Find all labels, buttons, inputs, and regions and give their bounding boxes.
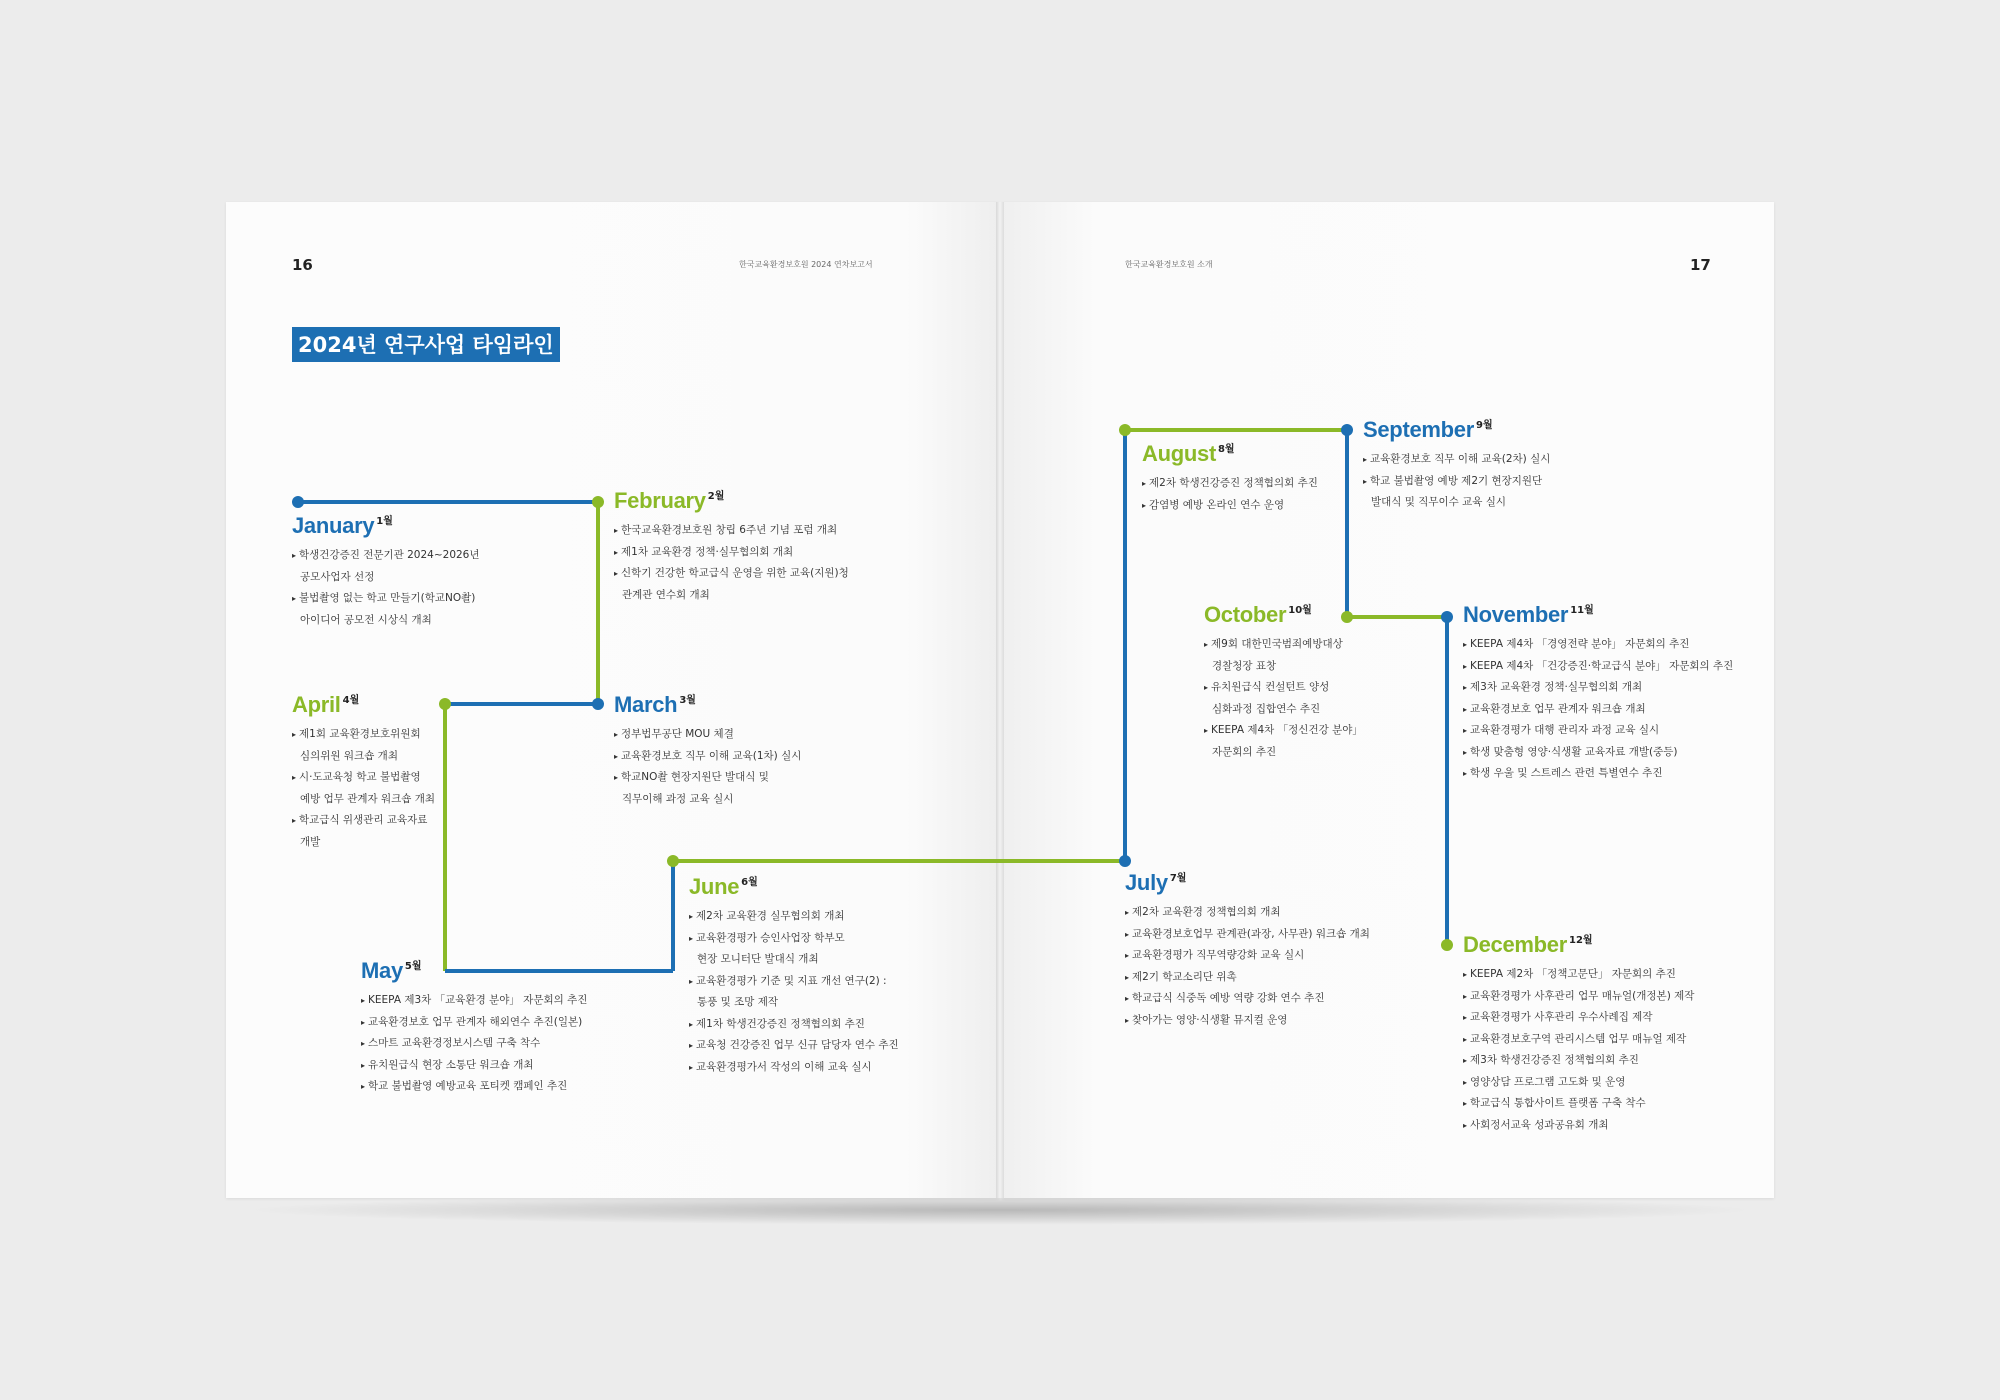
bullet-icon: ▸ <box>1204 726 1209 735</box>
event-item-continued: 심화과정 집합연수 추진 <box>1212 702 1321 715</box>
running-head-left: 한국교육환경보호원 2024 연차보고서 <box>739 260 873 269</box>
bullet-icon: ▸ <box>1463 1056 1468 1065</box>
month-july <box>1125 870 1370 1031</box>
month-name: April <box>292 692 341 717</box>
event-item-continued: 예방 업무 관계자 워크숍 개최 <box>300 792 436 805</box>
event-item: ▸ 학생건강증진 전문기관 2024~2026년 <box>292 549 480 561</box>
bullet-icon: ▸ <box>1125 994 1130 1003</box>
page-title: 2024년 연구사업 타임라인 <box>292 327 560 362</box>
event-item: ▸ 교육환경평가 기준 및 지표 개선 연구(2) : <box>689 974 887 987</box>
month-february <box>614 488 849 606</box>
event-item: ▸ 제2기 학교소리단 위촉 <box>1125 970 1237 983</box>
bullet-icon: ▸ <box>1463 704 1468 714</box>
event-list <box>614 520 849 606</box>
month-number: 1월 <box>376 516 393 527</box>
event-item: ▸ 유치원급식 컨설턴트 양성 <box>1204 681 1330 693</box>
event-list <box>1463 964 1694 1136</box>
bullet-icon: ▸ <box>1125 1015 1130 1025</box>
month-number: 12월 <box>1569 935 1593 946</box>
event-item: ▸ 한국교육환경보호원 창립 6주년 기념 포럼 개최 <box>614 524 838 536</box>
event-item: ▸ 학교급식 통합사이트 플랫폼 구축 착수 <box>1463 1097 1646 1109</box>
bullet-icon: ▸ <box>1463 769 1468 778</box>
month-name: October <box>1204 602 1287 627</box>
bullet-icon: ▸ <box>614 730 619 739</box>
event-item-continued: 통풍 및 조망 제작 <box>697 996 779 1008</box>
event-item: ▸ 학교 불법촬영 예방교육 포티켓 캠페인 추진 <box>361 1080 568 1092</box>
bullet-icon: ▸ <box>1463 1034 1468 1044</box>
bullet-icon: ▸ <box>292 551 297 560</box>
bullet-icon: ▸ <box>361 1082 366 1091</box>
event-item: ▸ 불법촬영 없는 학교 만들기(학교NO촬) <box>292 592 476 604</box>
bullet-icon: ▸ <box>1204 640 1209 649</box>
bullet-icon: ▸ <box>1125 972 1130 982</box>
month-november <box>1463 602 1733 785</box>
bullet-icon: ▸ <box>292 773 297 782</box>
bullet-icon: ▸ <box>1363 455 1368 464</box>
month-number: 11월 <box>1570 605 1594 616</box>
bullet-icon: ▸ <box>614 751 619 761</box>
month-name: July <box>1125 870 1168 895</box>
event-item: ▸ 교육환경보호 업무 관계자 해외연수 추진(일본) <box>361 1015 583 1028</box>
month-name: May <box>361 958 403 983</box>
event-item: ▸ 제1차 교육환경 정책·실무협의회 개최 <box>614 545 794 558</box>
bullet-icon: ▸ <box>689 1041 694 1050</box>
event-list <box>292 724 435 853</box>
month-number: 4월 <box>342 695 360 706</box>
event-item: ▸ 교육환경평가 사후관리 우수사례집 제작 <box>1463 1011 1653 1023</box>
month-september <box>1363 417 1550 514</box>
bullet-icon: ▸ <box>292 730 297 739</box>
month-number: 9월 <box>1476 420 1493 431</box>
bullet-icon: ▸ <box>689 912 694 921</box>
running-head-right: 한국교육환경보호원 소개 <box>1125 260 1213 269</box>
month-january <box>292 513 480 631</box>
node-december <box>1441 939 1453 951</box>
bullet-icon: ▸ <box>689 933 694 943</box>
event-item: ▸ 제1차 학생건강증진 정책협의회 추진 <box>689 1017 865 1030</box>
bullet-icon: ▸ <box>1463 1099 1468 1108</box>
month-number: 10월 <box>1288 605 1312 616</box>
bullet-icon: ▸ <box>361 1017 366 1027</box>
event-item: ▸ 교육청 건강증진 업무 신규 담당자 연수 추진 <box>689 1039 899 1051</box>
event-item: ▸ 시·도교육청 학교 불법촬영 <box>292 771 421 783</box>
event-list <box>292 545 480 631</box>
event-item: ▸ 교육환경평가 대행 관리자 과정 교육 실시 <box>1463 724 1660 736</box>
bullet-icon: ▸ <box>1125 951 1130 960</box>
month-name: November <box>1463 602 1569 627</box>
bullet-icon: ▸ <box>614 526 619 535</box>
event-item: ▸ 스마트 교육환경정보시스템 구축 착수 <box>361 1037 541 1049</box>
month-may <box>361 958 587 1098</box>
node-january <box>292 496 304 508</box>
bullet-icon: ▸ <box>1463 1077 1468 1087</box>
bullet-icon: ▸ <box>1463 1120 1468 1130</box>
event-list <box>1142 473 1318 516</box>
bullet-icon: ▸ <box>1463 661 1468 671</box>
event-item: ▸ 교육환경평가 직무역량강화 교육 실시 <box>1125 949 1305 961</box>
event-item: ▸ 교육환경보호 직무 이해 교육(2차) 실시 <box>1363 453 1551 465</box>
bullet-icon: ▸ <box>1463 726 1468 735</box>
bullet-icon: ▸ <box>292 816 297 825</box>
month-name: June <box>689 874 740 899</box>
bullet-icon: ▸ <box>689 1062 694 1072</box>
bullet-icon: ▸ <box>361 1039 366 1048</box>
event-item: ▸ 학생 우울 및 스트레스 관련 특별연수 추진 <box>1463 767 1663 779</box>
event-item-continued: 심의위원 워크숍 개최 <box>300 749 398 762</box>
event-item: ▸ 학생 맞춤형 영양·식생활 교육자료 개발(중등) <box>1463 745 1678 758</box>
event-list <box>1363 449 1550 514</box>
event-item: ▸ KEEPA 제4차 「건강증진·학교급식 분야」 자문회의 추진 <box>1463 659 1734 672</box>
node-september <box>1341 424 1353 436</box>
event-list <box>614 724 801 810</box>
bullet-icon: ▸ <box>1463 991 1468 1001</box>
event-item: ▸ 제1회 교육환경보호위원회 <box>292 728 421 740</box>
event-item: ▸ 학교급식 위생관리 교육자료 <box>292 814 428 826</box>
month-number: 6월 <box>741 877 758 888</box>
event-item: ▸ 교육환경보호 직무 이해 교육(1차) 실시 <box>614 749 802 762</box>
month-december <box>1463 932 1694 1136</box>
event-item-continued: 공모사업자 선정 <box>300 570 375 583</box>
node-march <box>592 698 604 710</box>
month-name: January <box>292 513 375 538</box>
node-november <box>1441 611 1453 623</box>
event-list <box>1204 634 1363 763</box>
month-number: 3월 <box>679 695 696 706</box>
event-item: ▸ 신학기 건강한 학교급식 운영을 위한 교육(지원)청 <box>614 567 849 579</box>
bullet-icon: ▸ <box>1463 1013 1468 1022</box>
event-list <box>1463 634 1733 785</box>
bullet-icon: ▸ <box>689 1019 694 1029</box>
event-item-continued: 관계관 연수회 개최 <box>622 588 710 601</box>
event-item: ▸ KEEPA 제2차 「정책고문단」 자문회의 추진 <box>1463 968 1676 980</box>
event-item: ▸ 제3차 교육환경 정책·실무협의회 개최 <box>1463 681 1643 693</box>
bullet-icon: ▸ <box>614 547 619 557</box>
event-item: ▸ 제2차 교육환경 실무협의회 개최 <box>689 910 845 922</box>
month-name: August <box>1142 441 1216 466</box>
month-name: March <box>614 692 678 717</box>
page-number-right: 17 <box>1690 256 1711 274</box>
month-august <box>1142 441 1318 516</box>
bullet-icon: ▸ <box>1463 683 1468 692</box>
bullet-icon: ▸ <box>614 773 619 782</box>
month-name: December <box>1463 932 1567 957</box>
bullet-icon: ▸ <box>292 594 297 603</box>
event-item: ▸ 감염병 예방 온라인 연수 운영 <box>1142 498 1285 511</box>
event-item: ▸ 교육환경평가 승인사업장 학부모 <box>689 931 845 944</box>
event-item-continued: 경찰청장 표창 <box>1212 659 1277 672</box>
event-item-continued: 현장 모니터단 발대식 개최 <box>697 953 819 965</box>
month-october <box>1204 602 1363 763</box>
event-item: ▸ 교육환경보호업무 관계관(과장, 사무관) 워크숍 개최 <box>1125 927 1370 940</box>
event-item: ▸ 교육환경보호 업무 관계자 워크숍 개최 <box>1463 702 1646 715</box>
month-name: February <box>614 488 706 513</box>
event-item: ▸ 제3차 학생건강증진 정책협의회 추진 <box>1463 1054 1639 1066</box>
bullet-icon: ▸ <box>1463 747 1468 757</box>
bullet-icon: ▸ <box>1363 476 1368 486</box>
event-item: ▸ 사회정서교육 성과공유회 개최 <box>1463 1118 1609 1131</box>
month-number: 2월 <box>707 491 725 502</box>
node-april <box>439 698 451 710</box>
bullet-icon: ▸ <box>1142 479 1147 488</box>
event-item: ▸ 제2차 학생건강증진 정책협의회 추진 <box>1142 477 1318 489</box>
bullet-icon: ▸ <box>361 996 366 1005</box>
bullet-icon: ▸ <box>1142 500 1147 510</box>
event-item: ▸ 정부법무공단 MOU 체결 <box>614 728 734 740</box>
bullet-icon: ▸ <box>1463 640 1468 649</box>
event-item-continued: 아이디어 공모전 시상식 개최 <box>300 613 432 626</box>
bullet-icon: ▸ <box>1125 929 1130 939</box>
node-february <box>592 496 604 508</box>
node-august <box>1119 424 1131 436</box>
month-number: 7월 <box>1169 873 1187 884</box>
event-list <box>689 906 899 1078</box>
node-june <box>667 855 679 867</box>
month-march <box>614 692 801 810</box>
bullet-icon: ▸ <box>1204 683 1209 692</box>
event-item: ▸ 찾아가는 영양·식생활 뮤지컬 운영 <box>1125 1013 1288 1026</box>
event-item-continued: 개발 <box>300 835 321 848</box>
event-item: ▸ 교육환경평가서 작성의 이해 교육 실시 <box>689 1060 872 1073</box>
bullet-icon: ▸ <box>1463 970 1468 979</box>
bullet-icon: ▸ <box>1125 908 1130 917</box>
event-item-continued: 직무이해 과정 교육 실시 <box>622 792 734 805</box>
event-item: ▸ 학교급식 식중독 예방 역량 강화 연수 추진 <box>1125 992 1325 1004</box>
node-july <box>1119 855 1131 867</box>
event-item: ▸ 교육환경평가 사후관리 업무 매뉴얼(개정본) 제작 <box>1463 989 1695 1002</box>
event-item: ▸ 교육환경보호구역 관리시스템 업무 매뉴얼 제작 <box>1463 1032 1687 1045</box>
event-list <box>361 990 587 1098</box>
event-item-continued: 발대식 및 직무이수 교육 실시 <box>1371 496 1507 508</box>
event-item: ▸ 제9회 대한민국범죄예방대상 <box>1204 638 1343 650</box>
month-june <box>689 874 899 1078</box>
bullet-icon: ▸ <box>614 569 619 578</box>
month-name: September <box>1363 417 1475 442</box>
month-april <box>292 692 435 853</box>
event-item: ▸ 제2차 교육환경 정책협의회 개최 <box>1125 906 1281 918</box>
event-item: ▸ 학교 불법촬영 예방 제2기 현장지원단 <box>1363 474 1543 487</box>
event-item: ▸ KEEPA 제3차 「교육환경 분야」 자문회의 추진 <box>361 994 588 1006</box>
event-item: ▸ 영양상담 프로그램 고도화 및 운영 <box>1463 1075 1626 1088</box>
page-number-left: 16 <box>292 256 313 274</box>
month-number: 8월 <box>1217 444 1235 455</box>
bullet-icon: ▸ <box>689 976 694 986</box>
bullet-icon: ▸ <box>361 1060 366 1070</box>
event-item: ▸ 유치원급식 현장 소통단 워크숍 개최 <box>361 1058 534 1071</box>
event-list <box>1125 902 1370 1031</box>
month-number: 5월 <box>404 961 422 972</box>
event-item-continued: 자문회의 추진 <box>1212 745 1277 758</box>
event-item: ▸ KEEPA 제4차 「정신건강 분야」 <box>1204 724 1363 736</box>
event-item: ▸ 학교NO촬 현장지원단 발대식 및 <box>614 771 769 783</box>
event-item: ▸ KEEPA 제4차 「경영전략 분야」 자문회의 추진 <box>1463 638 1690 650</box>
